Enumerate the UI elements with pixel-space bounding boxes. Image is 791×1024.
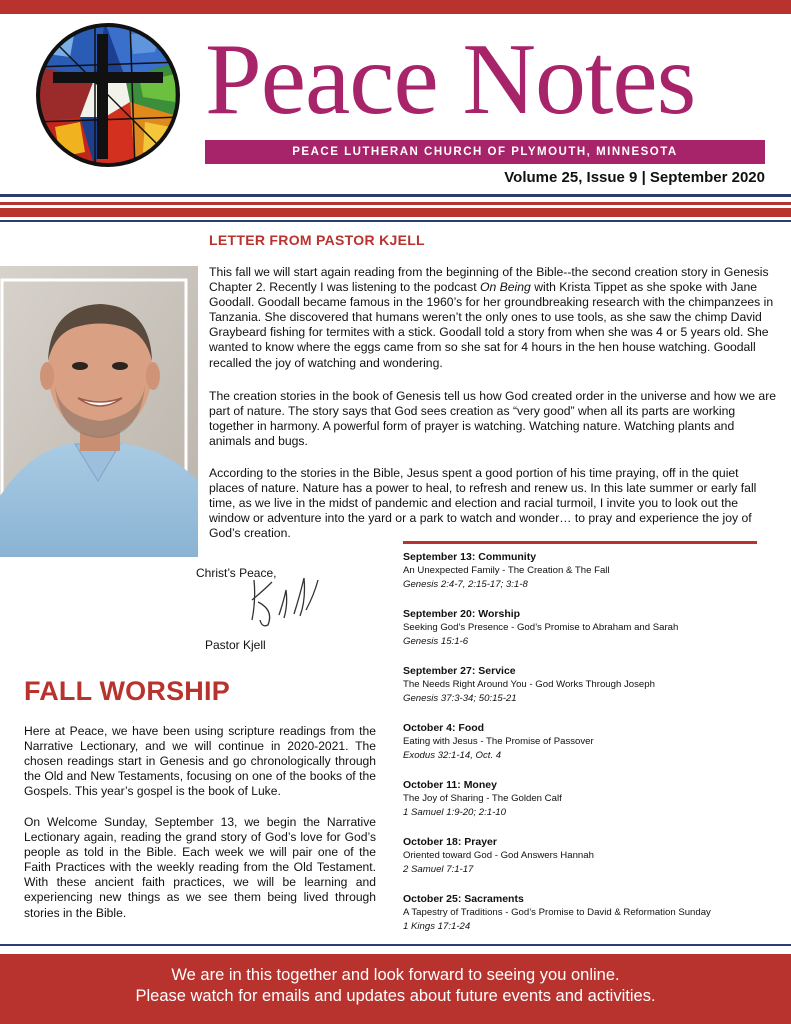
schedule-item-title: October 4: Food (403, 722, 485, 734)
schedule-item-description: An Unexpected Family - The Creation & The Fall (403, 565, 610, 576)
divider-rule (0, 944, 791, 946)
letter-paragraph: This fall we will start again reading from the beginning of the Bible--the second creation story in Genesis Chapter 2. Recently I was listening to the podcast On Being with Krista Tippet as she spoke with Jane Goodall. Goodall became famous in the 1960’s for her groundbreaking research with the chimpanzees in Tanzania. She discovered that humans weren’t the only ones to use tools, as she saw the chimp David Graybeard fishing for termites with a stick. Goodall told a story from when she was 4 or 5 years old. She wanted to know where the eggs came from so she sat for 4 hours in the hen house watching. Goodall recalled the joy of watching and wondering. (209, 265, 774, 370)
schedule-item-reference: Genesis 2:4-7, 2:15-17; 3:1-8 (403, 579, 528, 590)
church-name-banner: PEACE LUTHERAN CHURCH OF PLYMOUTH, MINNESOTA (205, 140, 765, 164)
schedule-item-description: A Tapestry of Traditions - God’s Promise to David & Reformation Sunday (403, 907, 711, 918)
pastor-photo (0, 266, 198, 557)
footer-message: We are in this together and look forward to seeing you online. (171, 966, 620, 984)
schedule-item-title: October 25: Sacraments (403, 893, 524, 905)
letter-paragraph: According to the stories in the Bible, Jesus spent a good portion of his time praying, off in the quiet places of nature. Nature has a power to heal, to refresh and renew us. In this late summer or early fall time, as we live in the midst of pandemic and election and racial turmoil, I invite you to look out the window or adventure into the yard or a park to watch and wonder… to pray and experience the joy of God’s creation. (209, 466, 757, 541)
schedule-item-title: October 11: Money (403, 779, 497, 791)
divider-rule (0, 194, 791, 197)
schedule-item-description: Oriented toward God - God Answers Hannah (403, 850, 594, 861)
schedule-item (403, 665, 773, 722)
schedule-item-reference: Genesis 15:1-6 (403, 636, 469, 647)
top-color-band (0, 0, 791, 14)
letter-signer: Pastor Kjell (205, 638, 266, 652)
schedule-item (403, 608, 773, 665)
worship-schedule (403, 551, 773, 950)
schedule-item-title: September 27: Service (403, 665, 516, 677)
schedule-item-title: September 13: Community (403, 551, 537, 563)
letter-paragraph: The creation stories in the book of Genesis tell us how God created order in the universe and how we are part of nature. The story says that God sees creation as “very good” when all its parts are working together in harmony. A powerful form of prayer is watching. Watching nature. Watching plants and animals and bugs. (209, 389, 777, 449)
schedule-divider (403, 541, 757, 544)
schedule-item-description: Seeking God’s Presence - God’s Promise to Abraham and Sarah (403, 622, 679, 633)
signature (234, 570, 324, 630)
schedule-item (403, 779, 773, 836)
footer-message: Please watch for emails and updates about future events and activities. (135, 987, 656, 1005)
divider-band (0, 208, 791, 217)
schedule-item (403, 722, 773, 779)
stained-glass-logo (35, 22, 181, 168)
schedule-item-reference: 2 Samuel 7:1-17 (403, 864, 474, 875)
schedule-item-title: October 18: Prayer (403, 836, 497, 848)
schedule-item-reference: Genesis 37:3-34; 50:15-21 (403, 693, 517, 704)
divider-rule (0, 202, 791, 205)
divider-rule (0, 220, 791, 222)
issue-info: Volume 25, Issue 9 | September 2020 (504, 169, 765, 186)
schedule-item-description: Eating with Jesus - The Promise of Passover (403, 736, 594, 747)
schedule-item-title: September 20: Worship (403, 608, 521, 620)
schedule-item (403, 893, 773, 950)
schedule-item-reference: 1 Kings 17:1-24 (403, 921, 471, 932)
letter-heading: LETTER FROM PASTOR KJELL (209, 232, 425, 248)
fall-worship-paragraph: Here at Peace, we have been using scripture readings from the Narrative Lectionary, and we will continue in 2020-2021. The chosen readings start in Genesis and go chronologically through the Old and New Testaments, focusing on one of the books of the Gospels. This year’s gospel is the book of Luke. (24, 724, 376, 799)
schedule-item-description: The Needs Right Around You - God Works Through Joseph (403, 679, 655, 690)
schedule-item-reference: Exodus 32:1-14, Oct. 4 (403, 750, 502, 761)
podcast-title: On Being (479, 280, 531, 295)
schedule-item-reference: 1 Samuel 1:9-20; 2:1-10 (403, 807, 506, 818)
newsletter-title: Peace Notes (205, 23, 696, 136)
fall-worship-heading: FALL WORSHIP (24, 676, 230, 706)
schedule-item (403, 836, 773, 893)
schedule-item-description: The Joy of Sharing - The Golden Calf (403, 793, 562, 804)
letter-closing: Christ’s Peace, (196, 566, 277, 580)
schedule-item (403, 551, 773, 608)
fall-worship-paragraph: On Welcome Sunday, September 13, we begin the Narrative Lectionary again, reading the grand story of God’s love for God’s people as told in the Bible. Each week we will pair one of the Faith Practices with the weekly reading from the Old Testament. With these ancient faith practices, we will be learning and experiencing new things as we see them being lived through stories in the Bible. (24, 815, 376, 920)
